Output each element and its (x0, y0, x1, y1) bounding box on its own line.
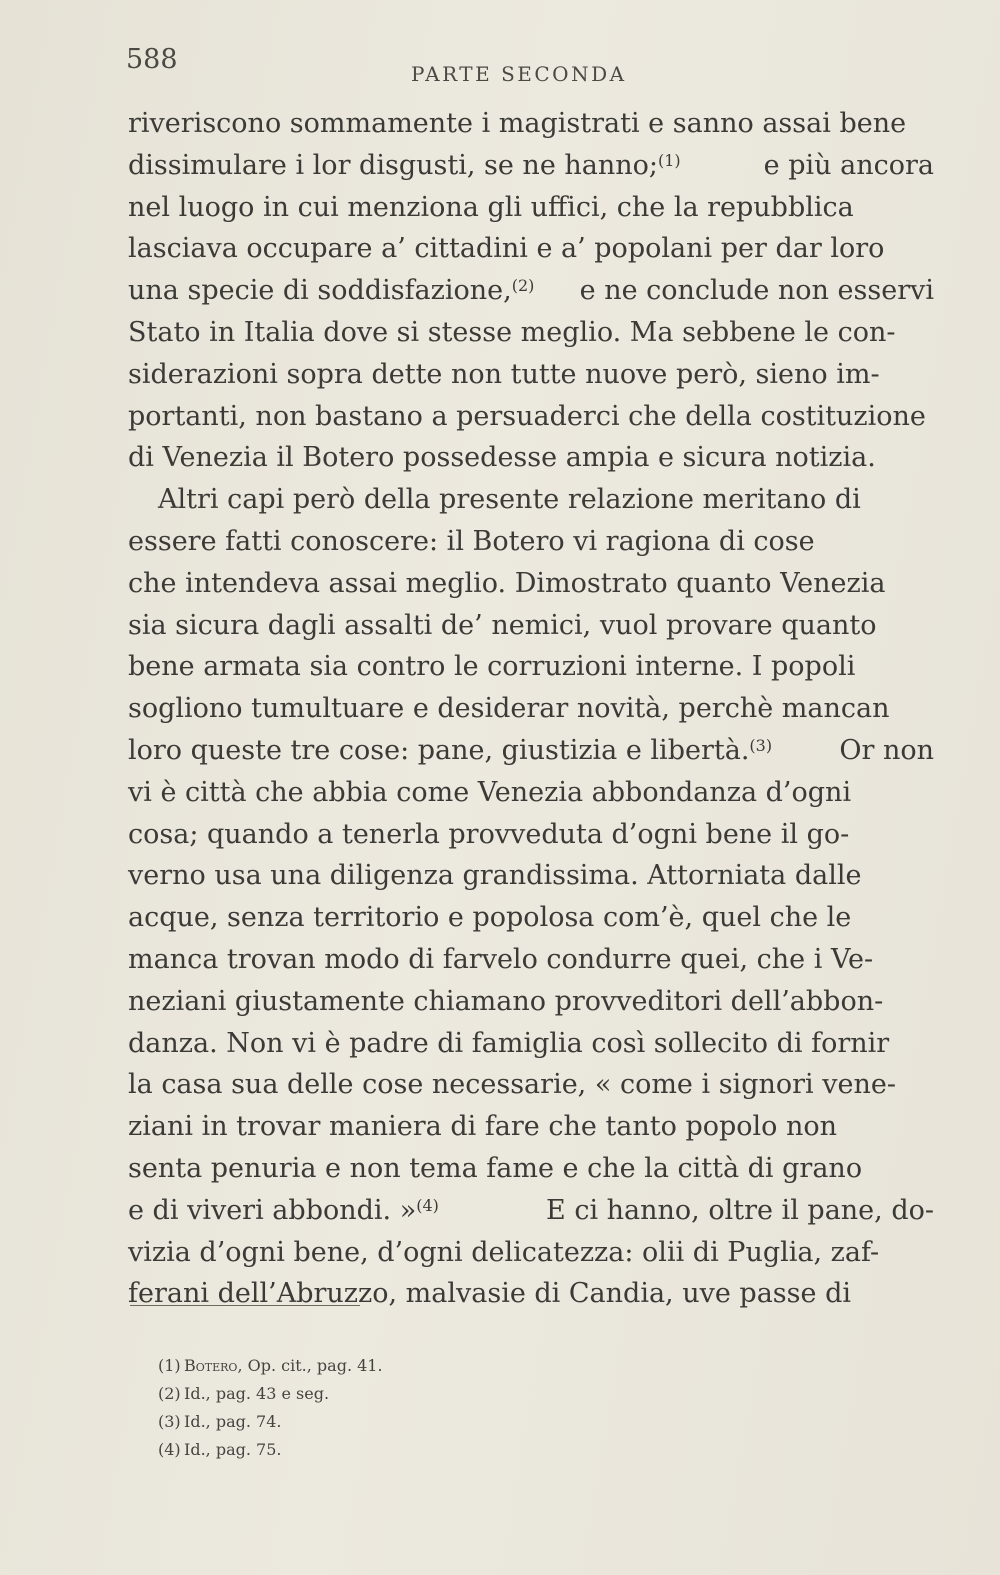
text-line: vizia d’ogni bene, d’ogni delicatezza: olii di Puglia, zaf- (128, 1236, 880, 1268)
footnote (158, 1380, 658, 1408)
text-line: che intendeva assai meglio. Dimostrato quanto Venezia (128, 567, 886, 599)
footnote (158, 1436, 658, 1464)
text-line: lasciava occupare a’ cittadini e a’ popolani per dar loro (128, 233, 885, 265)
page-number: 588 (126, 44, 178, 75)
footnote-divider (130, 1305, 360, 1306)
text-line: manca trovan modo di farvelo condurre quei, che i Ve- (128, 943, 874, 975)
text-line: portanti, non bastano a persuaderci che della costituzione (128, 400, 926, 432)
text-line: e di viveri abbondi. »$^{(4)}$ E ci hanno, oltre il pane, do- (128, 1194, 934, 1226)
page-header (126, 42, 936, 86)
text-line: sogliono tumultuare e desiderar novità, perchè mancan (128, 693, 890, 725)
text-line: di Venezia il Botero possedesse ampia e sicura notizia. (128, 442, 876, 474)
text-line: bene armata sia contro le corruzioni interne. I popoli (128, 651, 856, 683)
footnote-ref: (2) (511, 276, 535, 296)
footnotes (158, 1352, 658, 1464)
text-line: dissimulare i lor disgusti, se ne hanno;$^{(1)}$ e più ancora (128, 149, 934, 181)
footnote-ref: (4) (416, 1195, 439, 1215)
text-line: danza. Non vi è padre di famiglia così sollecito di fornir (128, 1027, 890, 1059)
footnote-ref: (3) (749, 735, 773, 755)
footnote-text: Id., pag. 43 e seg. (184, 1384, 330, 1403)
footnote-ref: (1) (658, 150, 681, 170)
footnote-text: , Op. cit., pag. 41. (237, 1356, 383, 1375)
body-text (128, 103, 934, 1315)
text-line: vi è città che abbia come Venezia abbondanza d’ogni (128, 776, 852, 808)
text-line: riveriscono sommamente i magistrati e sanno assai bene (128, 108, 907, 139)
footnote-text: Id., pag. 74. (184, 1412, 282, 1431)
text-line: Altri capi però della presente relazione meritano di (158, 484, 861, 516)
text-line: loro queste tre cose: pane, giustizia e libertà.$^{(3)}$ Or non (128, 734, 934, 766)
text-line: sia sicura dagli assalti de’ nemici, vuol provare quanto (128, 609, 877, 641)
footnote-text: Id., pag. 75. (184, 1440, 282, 1459)
footnote-mark: (1) (158, 1356, 181, 1375)
footnote-mark: (2) (158, 1384, 181, 1403)
text-line: Stato in Italia dove si stesse meglio. Ma sebbene le con- (128, 316, 896, 348)
text-line: neziani giustamente chiamano provveditori dell’abbon- (128, 985, 884, 1017)
text-line: essere fatti conoscere: il Botero vi ragiona di cose (128, 525, 815, 557)
running-title: PARTE SECONDA (411, 62, 627, 86)
text-line: ferani dell’Abruzzo, malvasie di Candia, uve passe di (128, 1278, 851, 1310)
text-line: una specie di soddisfazione,$^{(2)}$ e ne conclude non esservi (128, 275, 934, 307)
text-line: nel luogo in cui menziona gli uffici, che la repubblica (128, 191, 854, 223)
text-line: senta penuria e non tema fame e che la città di grano (128, 1152, 863, 1184)
footnote (158, 1352, 658, 1380)
footnote (158, 1408, 658, 1436)
footnote-author: Botero (184, 1356, 238, 1375)
text-line: ziani in trovar maniera di fare che tanto popolo non (128, 1111, 838, 1143)
footnote-mark: (4) (158, 1440, 181, 1459)
text-line: acque, senza territorio e popolosa com’è, quel che le (128, 902, 852, 934)
text-line: verno usa una diligenza grandissima. Attorniata dalle (128, 860, 862, 892)
footnote-mark: (3) (158, 1412, 181, 1431)
text-line: cosa; quando a tenerla provveduta d’ogni bene il go- (128, 818, 850, 850)
text-line: la casa sua delle cose necessarie, « come i signori vene- (128, 1069, 896, 1101)
text-line: siderazioni sopra dette non tutte nuove però, sieno im- (128, 358, 880, 390)
